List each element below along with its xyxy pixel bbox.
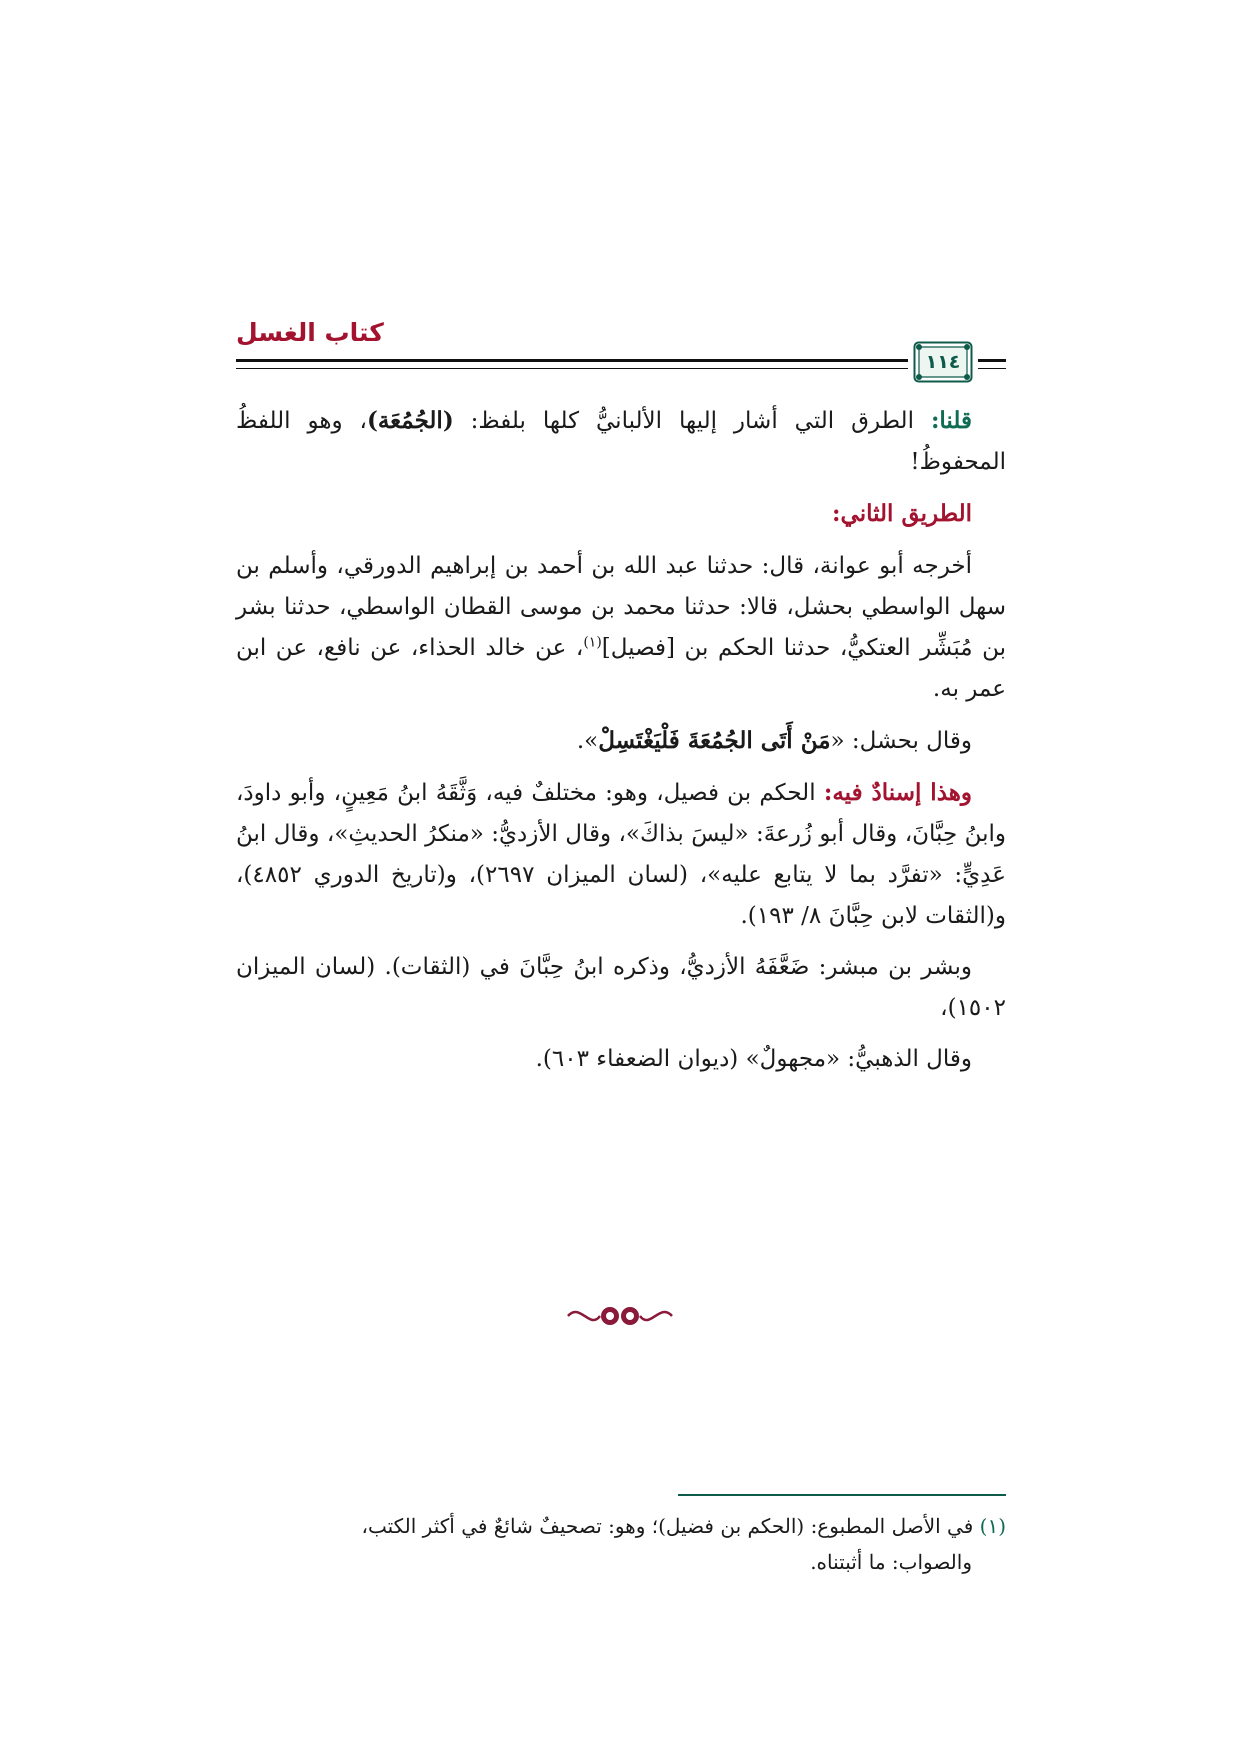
chapter-title: كتاب الغسل	[236, 318, 384, 347]
footnotes	[236, 1508, 1006, 1580]
paragraph-5: وبشر بن مبشر: ضَعَّفَهُ الأزديُّ، وذكره ابنُ حِبَّانَ في (الثقات). (لسان الميزان ١٥٠٢)،	[236, 954, 1006, 1021]
header-rule	[236, 359, 908, 369]
paragraph-text: الطرق التي أشار إليها الألبانيُّ كلها بلفظ:	[453, 408, 931, 434]
paragraph-4	[236, 772, 1006, 937]
lead-label: وهذا إسنادٌ فيه:	[823, 779, 973, 806]
paragraph-text: ، وهو اللفظُ المحفوظُ!	[236, 408, 1006, 475]
paragraph-text: أخرجه أبو عوانة، قال: حدثنا عبد الله بن أحمد بن إبراهيم الدورقي، وأسلم بن سهل الواسطي بحشل، قالا: حدثنا محمد بن موسى القطان الواسطي، حدثنا بشر بن مُبَشِّر العتكيُّ، حدثنا الحكم بن [فصيل]	[236, 553, 1006, 661]
section-subheading: الطريق الثاني:	[832, 500, 972, 527]
paragraph-text: وقال بحشل: «	[830, 728, 972, 754]
footnote-reference[interactable]: (١)	[583, 634, 602, 651]
paragraph-6: وقال الذهبيُّ: «مجهولٌ» (ديوان الضعفاء ٦٠٣).	[535, 1046, 972, 1072]
page-number-badge	[913, 341, 973, 383]
footnote-text: في الأصل المطبوع: (الحكم بن فضيل)؛ وهو: تصحيفٌ شائعٌ في أكثر الكتب،	[361, 1514, 980, 1538]
floral-ornament-icon	[560, 1296, 680, 1336]
paragraph-3	[236, 720, 1006, 762]
paragraph-text: ».	[576, 728, 599, 754]
footnote-1	[236, 1508, 1006, 1544]
footnote-continuation: والصواب: ما أثبتناه.	[810, 1550, 972, 1574]
paragraph-2	[236, 546, 1006, 710]
lead-label: قلنا:	[930, 407, 972, 434]
paragraph-text: ، عن خالد الحذاء، عن نافع، عن ابن عمر به.	[236, 635, 1006, 702]
hadith-text: مَنْ أَتَى الجُمُعَةَ فَلْيَغْتَسِلْ	[598, 727, 831, 754]
paragraph-1	[236, 400, 1006, 483]
bold-term: (الجُمُعَة)	[366, 407, 454, 434]
header-rule-short	[978, 359, 1006, 369]
paragraph-text: الحكم بن فصيل، وهو: مختلفٌ فيه، وَثَّقَهُ ابنُ مَعِينٍ، وأبو داودَ، وابنُ حِبَّانَ، وقال أبو زُرعةَ: «ليسَ بذاكَ»، وقال الأزديُّ: «منكرُ الحديثِ»، وقال ابنُ عَدِيٍّ: «تفرَّد بما لا يتابع عليه»، (لسان الميزان ٢٦٩٧)، و(تاريخ الدوري ٤٨٥٢)، و(الثقات لابن حِبَّانَ ٨/ ١٩٣).	[236, 780, 1006, 929]
section-ornament	[560, 1296, 680, 1336]
page-number: ١١٤	[925, 351, 961, 373]
footnote-number: (١)	[979, 1514, 1006, 1538]
footnote-rule	[678, 1494, 1006, 1496]
main-text	[236, 400, 1006, 1080]
